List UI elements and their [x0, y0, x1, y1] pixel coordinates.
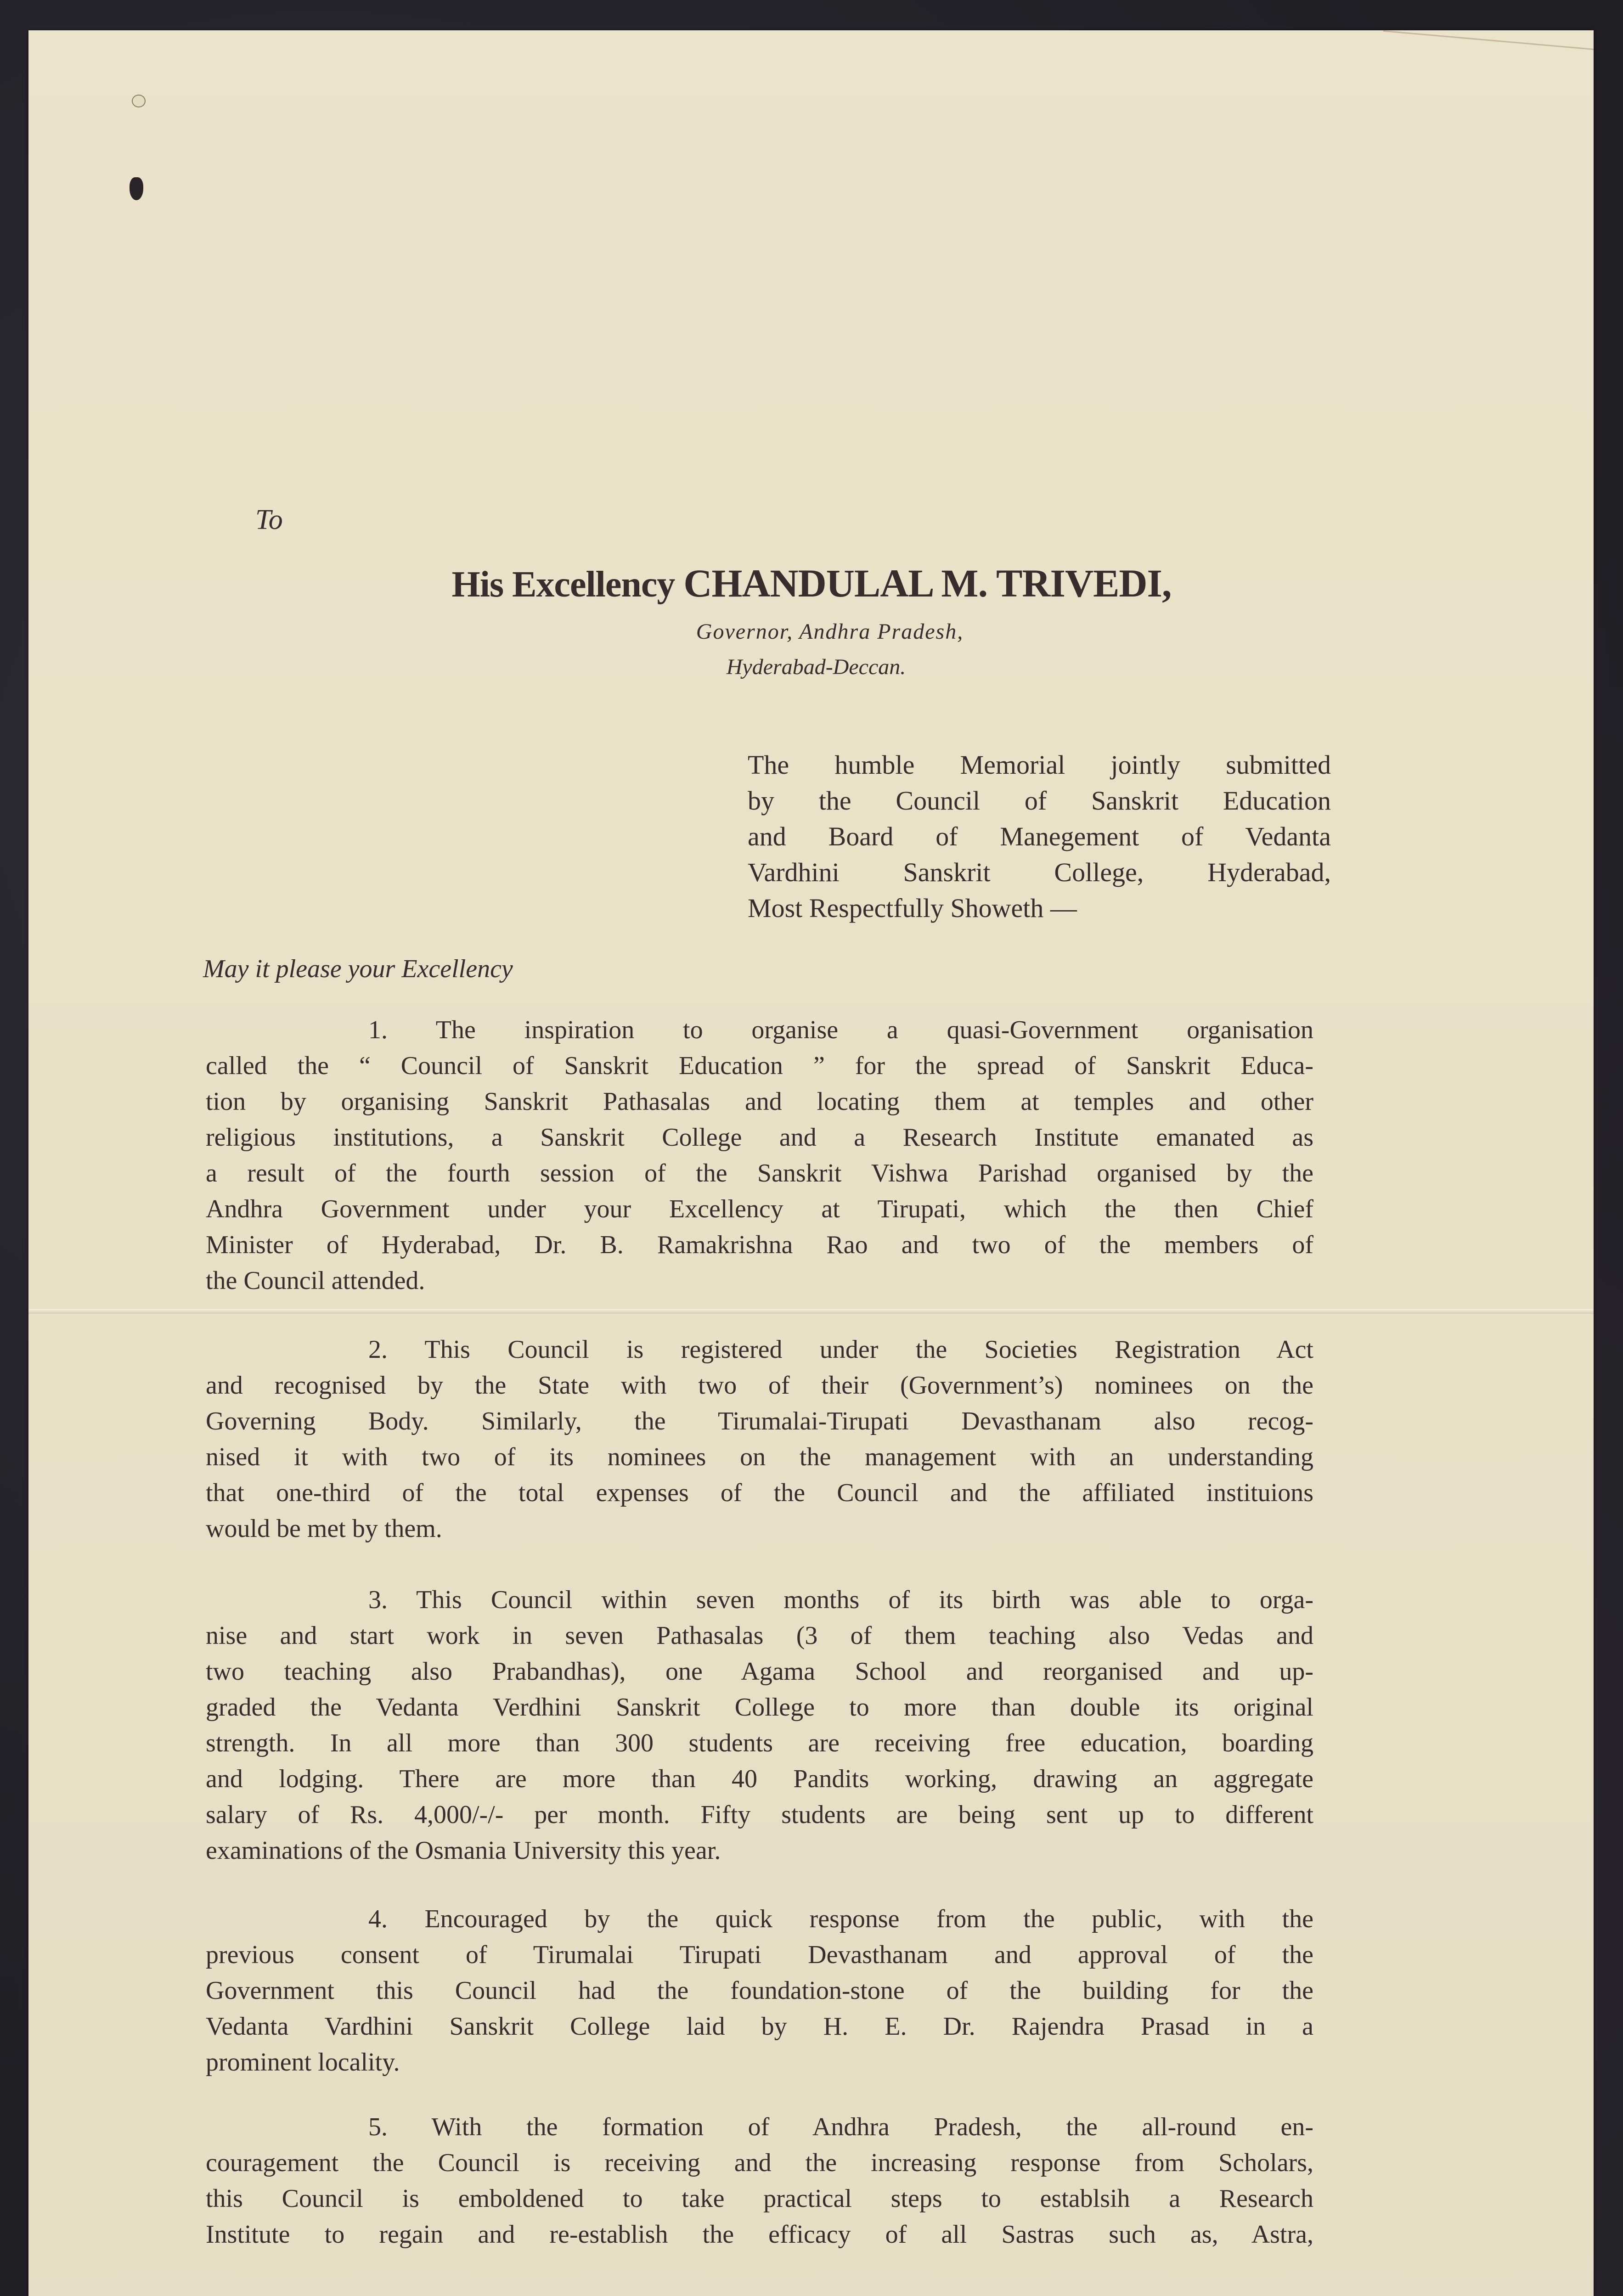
memorial-line: Most Respectfully Showeth —: [748, 893, 1077, 923]
paragraph-line: couragement the Council is receiving and the increasing response from Scholars,: [206, 2149, 1313, 2177]
paragraph-line: examinations of the Osmania University this year.: [206, 1836, 721, 1865]
memorial-line: and Board of Manegement of Vedanta: [748, 822, 1331, 851]
paragraph-line: this Council is emboldened to take practical steps to establsih a Research: [206, 2184, 1313, 2213]
paragraph-1: [206, 1012, 1313, 1299]
paragraph-line: 2. This Council is registered under the Societies Registration Act: [368, 1335, 1313, 1364]
paragraph-line: nise and start work in seven Pathasalas (3 of them teaching also Vedas and: [206, 1621, 1313, 1650]
addressee-name: CHANDULAL M. TRIVEDI,: [683, 561, 1172, 605]
paragraph-4: [206, 1901, 1313, 2080]
paragraph-line: 5. With the formation of Andhra Pradesh, the all-round en-: [368, 2113, 1313, 2141]
paragraph-line: Government this Council had the foundation-stone of the building for the: [206, 1976, 1313, 2005]
memorial-preamble: [748, 747, 1331, 926]
paragraph-line: Vedanta Vardhini Sanskrit College laid by H. E. Dr. Rajendra Prasad in a: [206, 2012, 1313, 2041]
memorial-line: The humble Memorial jointly submitted: [748, 750, 1331, 780]
paragraph-line: and recognised by the State with two of their (Government’s) nominees on the: [206, 1371, 1313, 1400]
paragraph-line: previous consent of Tirumalai Tirupati Devasthanam and approval of the: [206, 1941, 1313, 1969]
paragraph-line: the Council attended.: [206, 1266, 425, 1295]
paragraph-line: Andhra Government under your Excellency at Tirupati, which the then Chief: [206, 1195, 1313, 1223]
paragraph-5: [206, 2109, 1313, 2252]
addressee-heading: [0, 560, 1623, 606]
paragraph-line: Institute to regain and re-establish the efficacy of all Sastras such as, Astra,: [206, 2220, 1313, 2249]
paragraph-line: called the “ Council of Sanskrit Education ” for the spread of Sanskrit Educa-: [206, 1052, 1313, 1080]
memorial-line: Vardhini Sanskrit College, Hyderabad,: [748, 857, 1331, 887]
punch-hole-mark: [132, 95, 146, 107]
paragraph-line: 3. This Council within seven months of its birth was able to orga-: [368, 1586, 1313, 1614]
paragraph-line: strength. In all more than 300 students are receiving free education, boarding: [206, 1729, 1313, 1757]
paragraph-3: [206, 1582, 1313, 1868]
paragraph-line: religious institutions, a Sanskrit College and a Research Institute emanated as: [206, 1123, 1313, 1152]
addressee-designation: Governor, Andhra Pradesh,: [696, 619, 964, 644]
paragraph-line: would be met by them.: [206, 1514, 442, 1543]
paper-crease-corner: [1383, 30, 1594, 50]
paragraph-2: [206, 1332, 1313, 1547]
paragraph-line: two teaching also Prabandhas), one Agama School and reorganised and up-: [206, 1657, 1313, 1686]
paragraph-line: 4. Encouraged by the quick response from the public, with the: [368, 1905, 1313, 1933]
paragraph-line: 1. The inspiration to organise a quasi-Government organisation: [368, 1016, 1313, 1044]
paragraph-line: salary of Rs. 4,000/-/- per month. Fifty students are being sent up to different: [206, 1801, 1313, 1829]
paper-fold-crease: [28, 1309, 1594, 1314]
paragraph-line: a result of the fourth session of the Sanskrit Vishwa Parishad organised by the: [206, 1159, 1313, 1187]
to-label: To: [255, 504, 283, 535]
addressee-honorific: His Excellency: [451, 564, 675, 605]
paragraph-line: nised it with two of its nominees on the management with an understanding: [206, 1443, 1313, 1471]
addressee-location: Hyderabad-Deccan.: [726, 655, 906, 679]
binding-hole-mark: [130, 177, 143, 200]
paragraph-line: prominent locality.: [206, 2048, 400, 2077]
salutation: May it please your Excellency: [203, 955, 513, 983]
paragraph-line: that one-third of the total expenses of the Council and the affiliated instituions: [206, 1479, 1313, 1507]
paragraph-line: Governing Body. Similarly, the Tirumalai-Tirupati Devasthanam also recog-: [206, 1407, 1313, 1435]
paragraph-line: graded the Vedanta Verdhini Sanskrit College to more than double its original: [206, 1693, 1313, 1722]
paragraph-line: Minister of Hyderabad, Dr. B. Ramakrishna Rao and two of the members of: [206, 1231, 1313, 1259]
paragraph-line: and lodging. There are more than 40 Pandits working, drawing an aggregate: [206, 1765, 1313, 1793]
paragraph-line: tion by organising Sanskrit Pathasalas and locating them at temples and other: [206, 1087, 1313, 1116]
memorial-line: by the Council of Sanskrit Education: [748, 786, 1331, 816]
